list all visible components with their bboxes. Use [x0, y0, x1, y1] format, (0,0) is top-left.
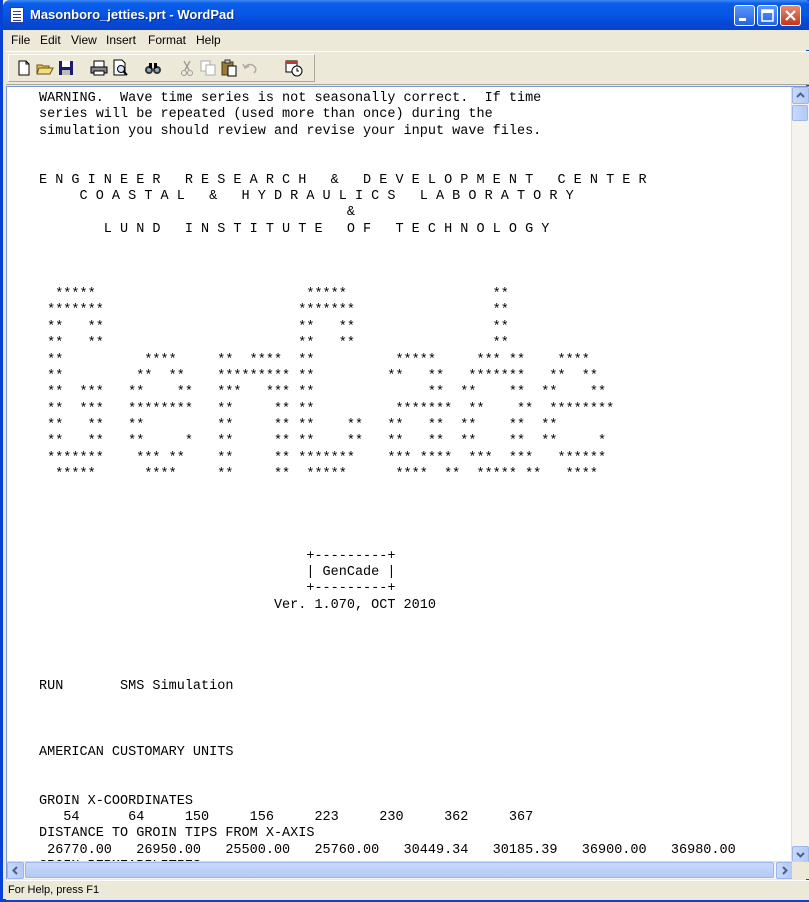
document-line: L U N D I N S T I T U T E O F T E C H N O L O G Y: [39, 221, 550, 237]
horizontal-scrollbar[interactable]: [7, 861, 793, 879]
document-line: 54 64 150 156 223 230 362 367: [39, 810, 534, 826]
close-icon: [781, 6, 800, 25]
menu-file[interactable]: File: [11, 33, 31, 47]
document-text[interactable]: [39, 91, 789, 861]
document-area[interactable]: [6, 86, 809, 879]
document-line: ***** ***** **: [39, 287, 509, 303]
document-line: | GenCade |: [39, 564, 396, 580]
menu-bar: [6, 30, 809, 50]
undo-icon[interactable]: [241, 59, 259, 77]
scroll-left-button[interactable]: [7, 862, 24, 879]
document-line: ** *** ******** ** ** ** ******* ** ** ********: [39, 401, 615, 417]
document-line: GROIN X-COORDINATES: [39, 793, 193, 809]
window-title: Masonboro_jetties.prt - WordPad: [30, 7, 235, 22]
vertical-scroll-thumb[interactable]: [792, 105, 808, 121]
scrollbar-corner: [792, 862, 809, 879]
chevron-down-icon: [793, 847, 808, 862]
chevron-right-icon: [777, 863, 792, 878]
document-line: 26770.00 26950.00 25500.00 25760.00 30449.34 30185.39 36900.00 36980.00: [39, 842, 736, 858]
document-line: &: [39, 205, 355, 221]
chevron-up-icon: [793, 88, 808, 103]
document-line: ** ** ** ** ** ** ** ** ** ** ** **: [39, 417, 558, 433]
find-icon[interactable]: [144, 59, 162, 77]
wordpad-icon[interactable]: [10, 7, 24, 23]
scroll-right-button[interactable]: [776, 862, 793, 879]
status-text: For Help, press F1: [8, 884, 100, 896]
menu-edit[interactable]: Edit: [40, 33, 61, 47]
document-line: ** ** ** * ** ** ** ** ** ** ** ** ** *: [39, 434, 607, 450]
chevron-left-icon: [8, 863, 23, 878]
menu-view[interactable]: View: [71, 33, 97, 47]
close-button[interactable]: [780, 5, 801, 26]
document-line: +---------+: [39, 581, 396, 597]
save-icon[interactable]: [57, 59, 75, 77]
maximize-button[interactable]: [757, 5, 778, 26]
document-line: Ver. 1.070, OCT 2010: [39, 597, 436, 613]
document-line: ** ** ** ** **: [39, 336, 509, 352]
minimize-icon: [735, 6, 754, 25]
document-line: E N G I N E E R R E S E A R C H & D E V E L O P M E N T C E N T E R: [39, 172, 647, 188]
document-line: simulation you should review and revise your input wave files.: [39, 123, 542, 139]
horizontal-scroll-thumb[interactable]: [25, 862, 774, 878]
scroll-down-button[interactable]: [792, 846, 809, 863]
menu-format[interactable]: Format: [148, 33, 187, 47]
open-icon[interactable]: [36, 59, 54, 77]
cut-icon[interactable]: [178, 59, 196, 77]
date-time-icon[interactable]: [285, 59, 303, 77]
menu-insert[interactable]: Insert: [106, 33, 137, 47]
document-line: ** **** ** **** ** ***** *** ** ****: [39, 352, 590, 368]
document-line: ** ** ** ** **: [39, 319, 509, 335]
menu-help[interactable]: Help: [196, 33, 221, 47]
new-icon[interactable]: [15, 59, 33, 77]
paste-icon[interactable]: [220, 59, 238, 77]
document-line: DISTANCE TO GROIN TIPS FROM X-AXIS: [39, 826, 315, 842]
title-bar[interactable]: [3, 0, 809, 30]
document-line: ** ** ** ********* ** ** ** ******* ** **: [39, 368, 598, 384]
document-line: ***** **** ** ** ***** **** ** ***** ** ****: [39, 466, 598, 482]
toolbar: [6, 51, 809, 85]
document-line: series will be repeated (used more than once) during the: [39, 107, 493, 123]
status-bar: [6, 880, 809, 900]
document-line: WARNING. Wave time series is not seasonally correct. If time: [39, 91, 542, 106]
document-line: C O A S T A L & H Y D R A U L I C S L A B O R A T O R Y: [39, 189, 574, 205]
document-line: AMERICAN CUSTOMARY UNITS: [39, 744, 234, 760]
document-line: +---------+: [39, 548, 396, 564]
document-line: RUN SMS Simulation: [39, 679, 234, 695]
copy-icon[interactable]: [199, 59, 217, 77]
scroll-up-button[interactable]: [792, 87, 809, 104]
print-icon[interactable]: [90, 59, 108, 77]
maximize-icon: [758, 6, 777, 25]
document-line: ** *** ** ** *** *** ** ** ** ** ** **: [39, 385, 607, 401]
document-line: ******* ******* **: [39, 303, 509, 319]
document-line: ******* *** ** ** ** ******* *** **** *** *** ******: [39, 450, 607, 466]
vertical-scrollbar[interactable]: [791, 87, 809, 863]
minimize-button[interactable]: [734, 5, 755, 26]
print-preview-icon[interactable]: [111, 59, 129, 77]
